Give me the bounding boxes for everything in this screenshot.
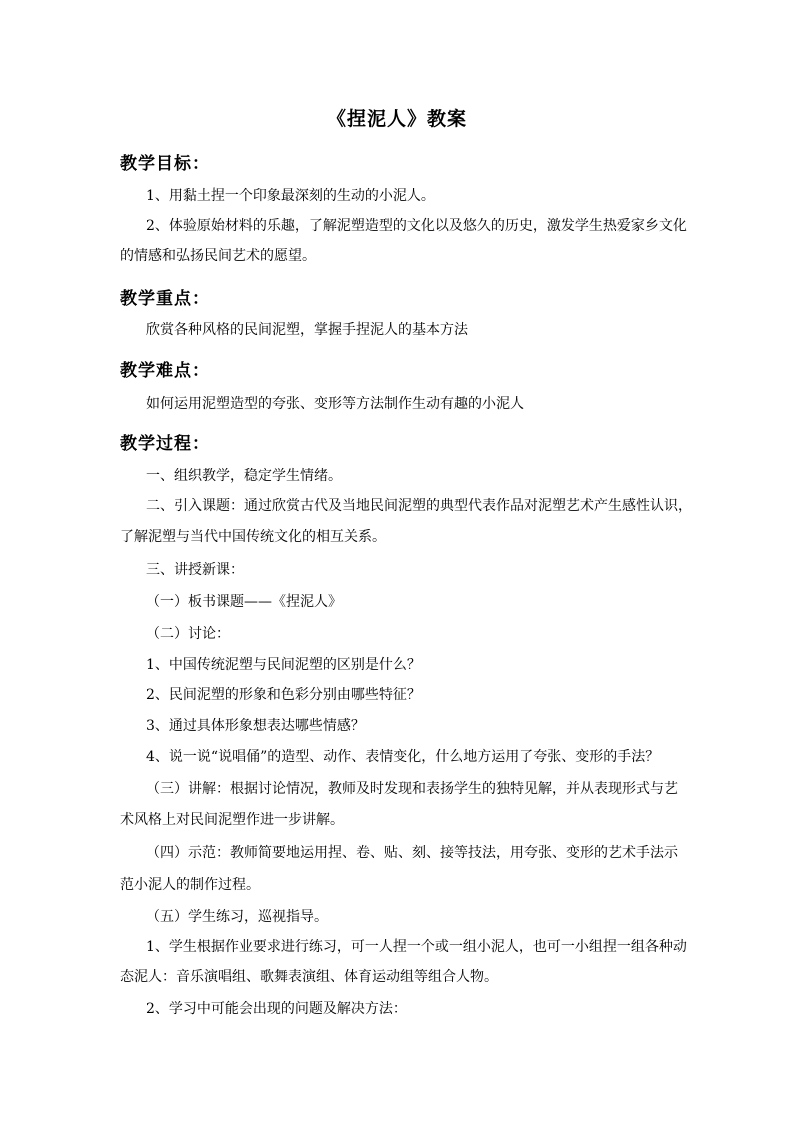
process-step-2-line2: 了解泥塑与当代中国传统文化的相互关系。 bbox=[120, 529, 386, 545]
discussion-question-4: 4、说一说“说唱俑”的造型、动作、表情变化，什么地方运用了夸张、变形的手法？ bbox=[146, 749, 660, 765]
objective-1: 1、用黏土捏一个印象最深刻的生动的小泥人。 bbox=[146, 188, 435, 204]
key-point-1: 欣赏各种风格的民间泥塑，掌握手捏泥人的基本方法 bbox=[146, 322, 468, 338]
process-step-3-2: （二）讨论： bbox=[146, 626, 230, 642]
exercise-1-line2: 态泥人：音乐演唱组、歌舞表演组、体育运动组等组合人物。 bbox=[120, 969, 498, 985]
document-title: 《捏泥人》教案 bbox=[326, 108, 467, 130]
heading-process: 教学过程： bbox=[120, 434, 210, 454]
exercise-2: 2、学习中可能会出现的问题及解决方法： bbox=[146, 1001, 407, 1017]
process-step-3: 三、讲授新课： bbox=[146, 562, 244, 578]
heading-difficulties: 教学难点： bbox=[120, 361, 210, 381]
process-step-2-line1: 二、引入课题：通过欣赏古代及当地民间泥塑的典型代表作品对泥塑艺术产生感性认识， bbox=[146, 498, 692, 514]
discussion-question-3: 3、通过具体形象想表达哪些情感？ bbox=[146, 718, 365, 734]
discussion-question-1: 1、中国传统泥塑与民间泥塑的区别是什么？ bbox=[146, 657, 421, 673]
objective-2-line1: 2、体验原始材料的乐趣，了解泥塑造型的文化以及悠久的历史，激发学生热爱家乡文化 bbox=[146, 218, 687, 234]
process-step-3-3-line2: 术风格上对民间泥塑作进一步讲解。 bbox=[120, 812, 344, 828]
process-step-3-3-line1: （三）讲解：根据讨论情况，教师及时发现和表扬学生的独特见解，并从表现形式与艺 bbox=[146, 781, 678, 797]
process-step-1: 一、组织教学，稳定学生情绪。 bbox=[146, 468, 342, 484]
objective-2-line2: 的情感和弘扬民间艺术的愿望。 bbox=[120, 248, 316, 264]
process-step-3-5: （五）学生练习，巡视指导。 bbox=[146, 909, 328, 925]
difficulty-1: 如何运用泥塑造型的夸张、变形等方法制作生动有趣的小泥人 bbox=[146, 396, 524, 412]
heading-objectives: 教学目标： bbox=[120, 154, 210, 174]
process-step-3-4-line1: （四）示范：教师简要地运用捏、卷、贴、刻、接等技法，用夸张、变形的艺术手法示 bbox=[146, 845, 678, 861]
discussion-question-2: 2、民间泥塑的形象和色彩分别由哪些特征？ bbox=[146, 687, 421, 703]
exercise-1-line1: 1、学生根据作业要求进行练习，可一人捏一个或一组小泥人，也可一小组捏一组各种动 bbox=[146, 939, 687, 955]
process-step-3-4-line2: 范小泥人的制作过程。 bbox=[120, 877, 260, 893]
process-step-3-1: （一）板书课题——《捏泥人》 bbox=[146, 594, 342, 610]
heading-key-points: 教学重点： bbox=[120, 289, 210, 309]
